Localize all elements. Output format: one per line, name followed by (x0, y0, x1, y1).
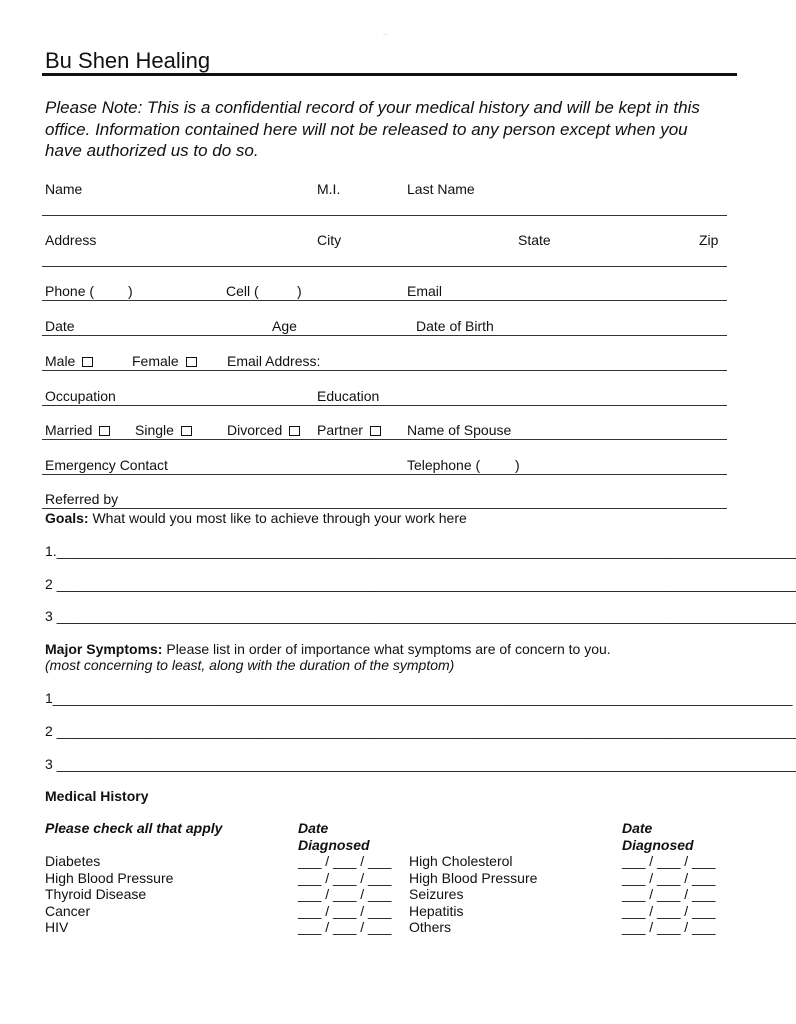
date-header-left (298, 820, 370, 853)
single-label: Single (135, 422, 174, 438)
dates-right (622, 853, 715, 936)
date-header-right-2: Diagnosed (622, 836, 694, 853)
single-option (135, 422, 192, 438)
name-field-line[interactable] (42, 215, 727, 216)
address-label: Address (45, 232, 97, 248)
date-label: Date (45, 318, 75, 334)
partner-checkbox[interactable] (370, 426, 381, 436)
married-label: Married (45, 422, 93, 438)
occupation-label: Occupation (45, 388, 116, 404)
goals-label: Goals: (45, 510, 89, 526)
date-field-hepatitis[interactable]: ___ / ___ / ___ (622, 902, 716, 919)
name-label: Name (45, 181, 83, 197)
symptom-2-blank: _______________________________________________________________________________________________ (56, 723, 796, 739)
condition-thyroid-disease: Thyroid Disease (45, 886, 147, 902)
date-field-high-blood-pressure[interactable]: ___ / ___ / ___ (298, 869, 392, 886)
symptom-3-line[interactable] (45, 756, 796, 772)
date-field-cancer[interactable]: ___ / ___ / ___ (298, 902, 392, 919)
confidential-note (45, 97, 745, 162)
check-instruction: Please check all that apply (45, 820, 223, 836)
goal-3-number: 3 (45, 608, 57, 624)
symptom-2-line[interactable] (45, 723, 796, 739)
goal-1-number: 1. (45, 543, 57, 559)
male-label: Male (45, 353, 76, 369)
goal-1-line[interactable] (45, 543, 796, 559)
condition-seizures: Seizures (409, 886, 464, 902)
note-line-2: office. Information contained here will not be released to any person except when you (45, 119, 688, 139)
condition-high-cholesterol: High Cholesterol (409, 853, 513, 869)
goal-1-blank: _______________________________________________________________________________________________ (56, 543, 796, 559)
last-name-label: Last Name (407, 181, 475, 197)
title-rule (42, 73, 737, 76)
symptoms-text: Please list in order of importance what symptoms are of concern to you. (162, 641, 611, 657)
symptom-3-number: 3 (45, 756, 57, 772)
married-checkbox[interactable] (99, 426, 110, 436)
condition-high-blood-pressure-2: High Blood Pressure (409, 869, 538, 886)
goals-text: What would you most like to achieve through your work here (88, 510, 467, 526)
partner-label: Partner (317, 422, 363, 438)
address-field-line[interactable] (42, 266, 727, 267)
referred-field-line[interactable] (42, 508, 727, 509)
occupation-field-line[interactable] (42, 405, 727, 406)
condition-hepatitis: Hepatitis (409, 902, 464, 919)
conditions-left (45, 853, 173, 936)
female-checkbox[interactable] (186, 357, 197, 367)
emergency-label: Emergency Contact (45, 457, 168, 473)
date-field-line[interactable] (42, 335, 727, 336)
condition-diabetes: Diabetes (45, 853, 101, 869)
date-field-high-blood-pressure-2[interactable]: ___ / ___ / ___ (622, 869, 716, 886)
goals-heading (45, 510, 467, 526)
partner-option (317, 422, 381, 438)
date-field-thyroid-disease[interactable]: ___ / ___ / ___ (298, 886, 392, 902)
symptoms-heading (45, 641, 611, 657)
phone-label: Phone ( (45, 283, 95, 299)
education-label: Education (317, 388, 380, 404)
condition-hiv: HIV (45, 919, 69, 935)
medical-history-title: Medical History (45, 788, 149, 804)
date-field-hiv[interactable]: ___ / ___ / ___ (298, 919, 392, 935)
cell-label: Cell ( (226, 283, 259, 299)
female-option (132, 353, 197, 369)
symptoms-subtext: (most concerning to least, along with the duration of the symptom) (45, 657, 455, 673)
single-checkbox[interactable] (181, 426, 192, 436)
goal-2-blank: _______________________________________________________________________________________________ (56, 576, 796, 592)
date-header-left-1: Date (298, 820, 329, 836)
page-title: Bu Shen Healing (45, 48, 211, 73)
email-address-label: Email Address: (227, 353, 321, 369)
emergency-field-line[interactable] (42, 474, 727, 475)
symptom-1-line[interactable] (45, 690, 793, 706)
male-option (45, 353, 93, 369)
mi-label: M.I. (317, 181, 341, 197)
symptom-1-number: 1 (45, 690, 53, 706)
conditions-right (409, 853, 537, 936)
phone-field-line[interactable] (42, 300, 727, 301)
date-header-left-2: Diagnosed (298, 836, 370, 853)
phone-close: ) (128, 283, 133, 299)
goal-3-line[interactable] (45, 608, 796, 624)
goal-2-line[interactable] (45, 576, 796, 592)
goal-3-blank: _______________________________________________________________________________________________ (56, 608, 796, 624)
note-line-3: have authorized us to do so. (45, 141, 259, 160)
condition-others: Others (409, 919, 452, 935)
divorced-label: Divorced (227, 422, 283, 438)
divorced-checkbox[interactable] (289, 426, 300, 436)
symptoms-label: Major Symptoms: (45, 641, 163, 657)
cell-close: ) (297, 283, 302, 299)
note-line-1: Please Note: This is a confidential record of your medical history and will be kept in this (45, 98, 700, 117)
age-label: Age (272, 318, 297, 334)
zip-label: Zip (699, 232, 719, 248)
divorced-option (227, 422, 300, 438)
state-label: State (518, 232, 551, 248)
telephone-label: Telephone ( (407, 457, 481, 473)
header-mark: … (383, 31, 388, 37)
date-field-diabetes[interactable]: ___ / ___ / ___ (298, 853, 392, 869)
condition-high-blood-pressure: High Blood Pressure (45, 869, 174, 886)
date-field-others[interactable]: ___ / ___ / ___ (622, 919, 716, 935)
symptom-2-number: 2 (45, 723, 57, 739)
goal-2-number: 2 (45, 576, 57, 592)
telephone-close: ) (515, 457, 520, 473)
married-option (45, 422, 110, 438)
date-field-seizures[interactable]: ___ / ___ / ___ (622, 886, 716, 902)
dates-left (298, 853, 391, 936)
female-label: Female (132, 353, 179, 369)
referred-label: Referred by (45, 491, 119, 507)
symptom-1-blank: _______________________________________________________________________________________________ (52, 690, 793, 706)
date-header-right-1: Date (622, 820, 653, 836)
symptom-3-blank: _______________________________________________________________________________________________ (56, 756, 796, 772)
marital-field-line[interactable] (42, 439, 727, 440)
male-checkbox[interactable] (82, 357, 93, 367)
email-label: Email (407, 283, 443, 299)
dob-label: Date of Birth (416, 318, 494, 334)
date-field-high-cholesterol[interactable]: ___ / ___ / ___ (622, 853, 716, 869)
condition-cancer: Cancer (45, 902, 91, 919)
date-header-right (622, 820, 694, 853)
city-label: City (317, 232, 342, 248)
spouse-label: Name of Spouse (407, 422, 512, 438)
sex-field-line[interactable] (42, 370, 727, 371)
